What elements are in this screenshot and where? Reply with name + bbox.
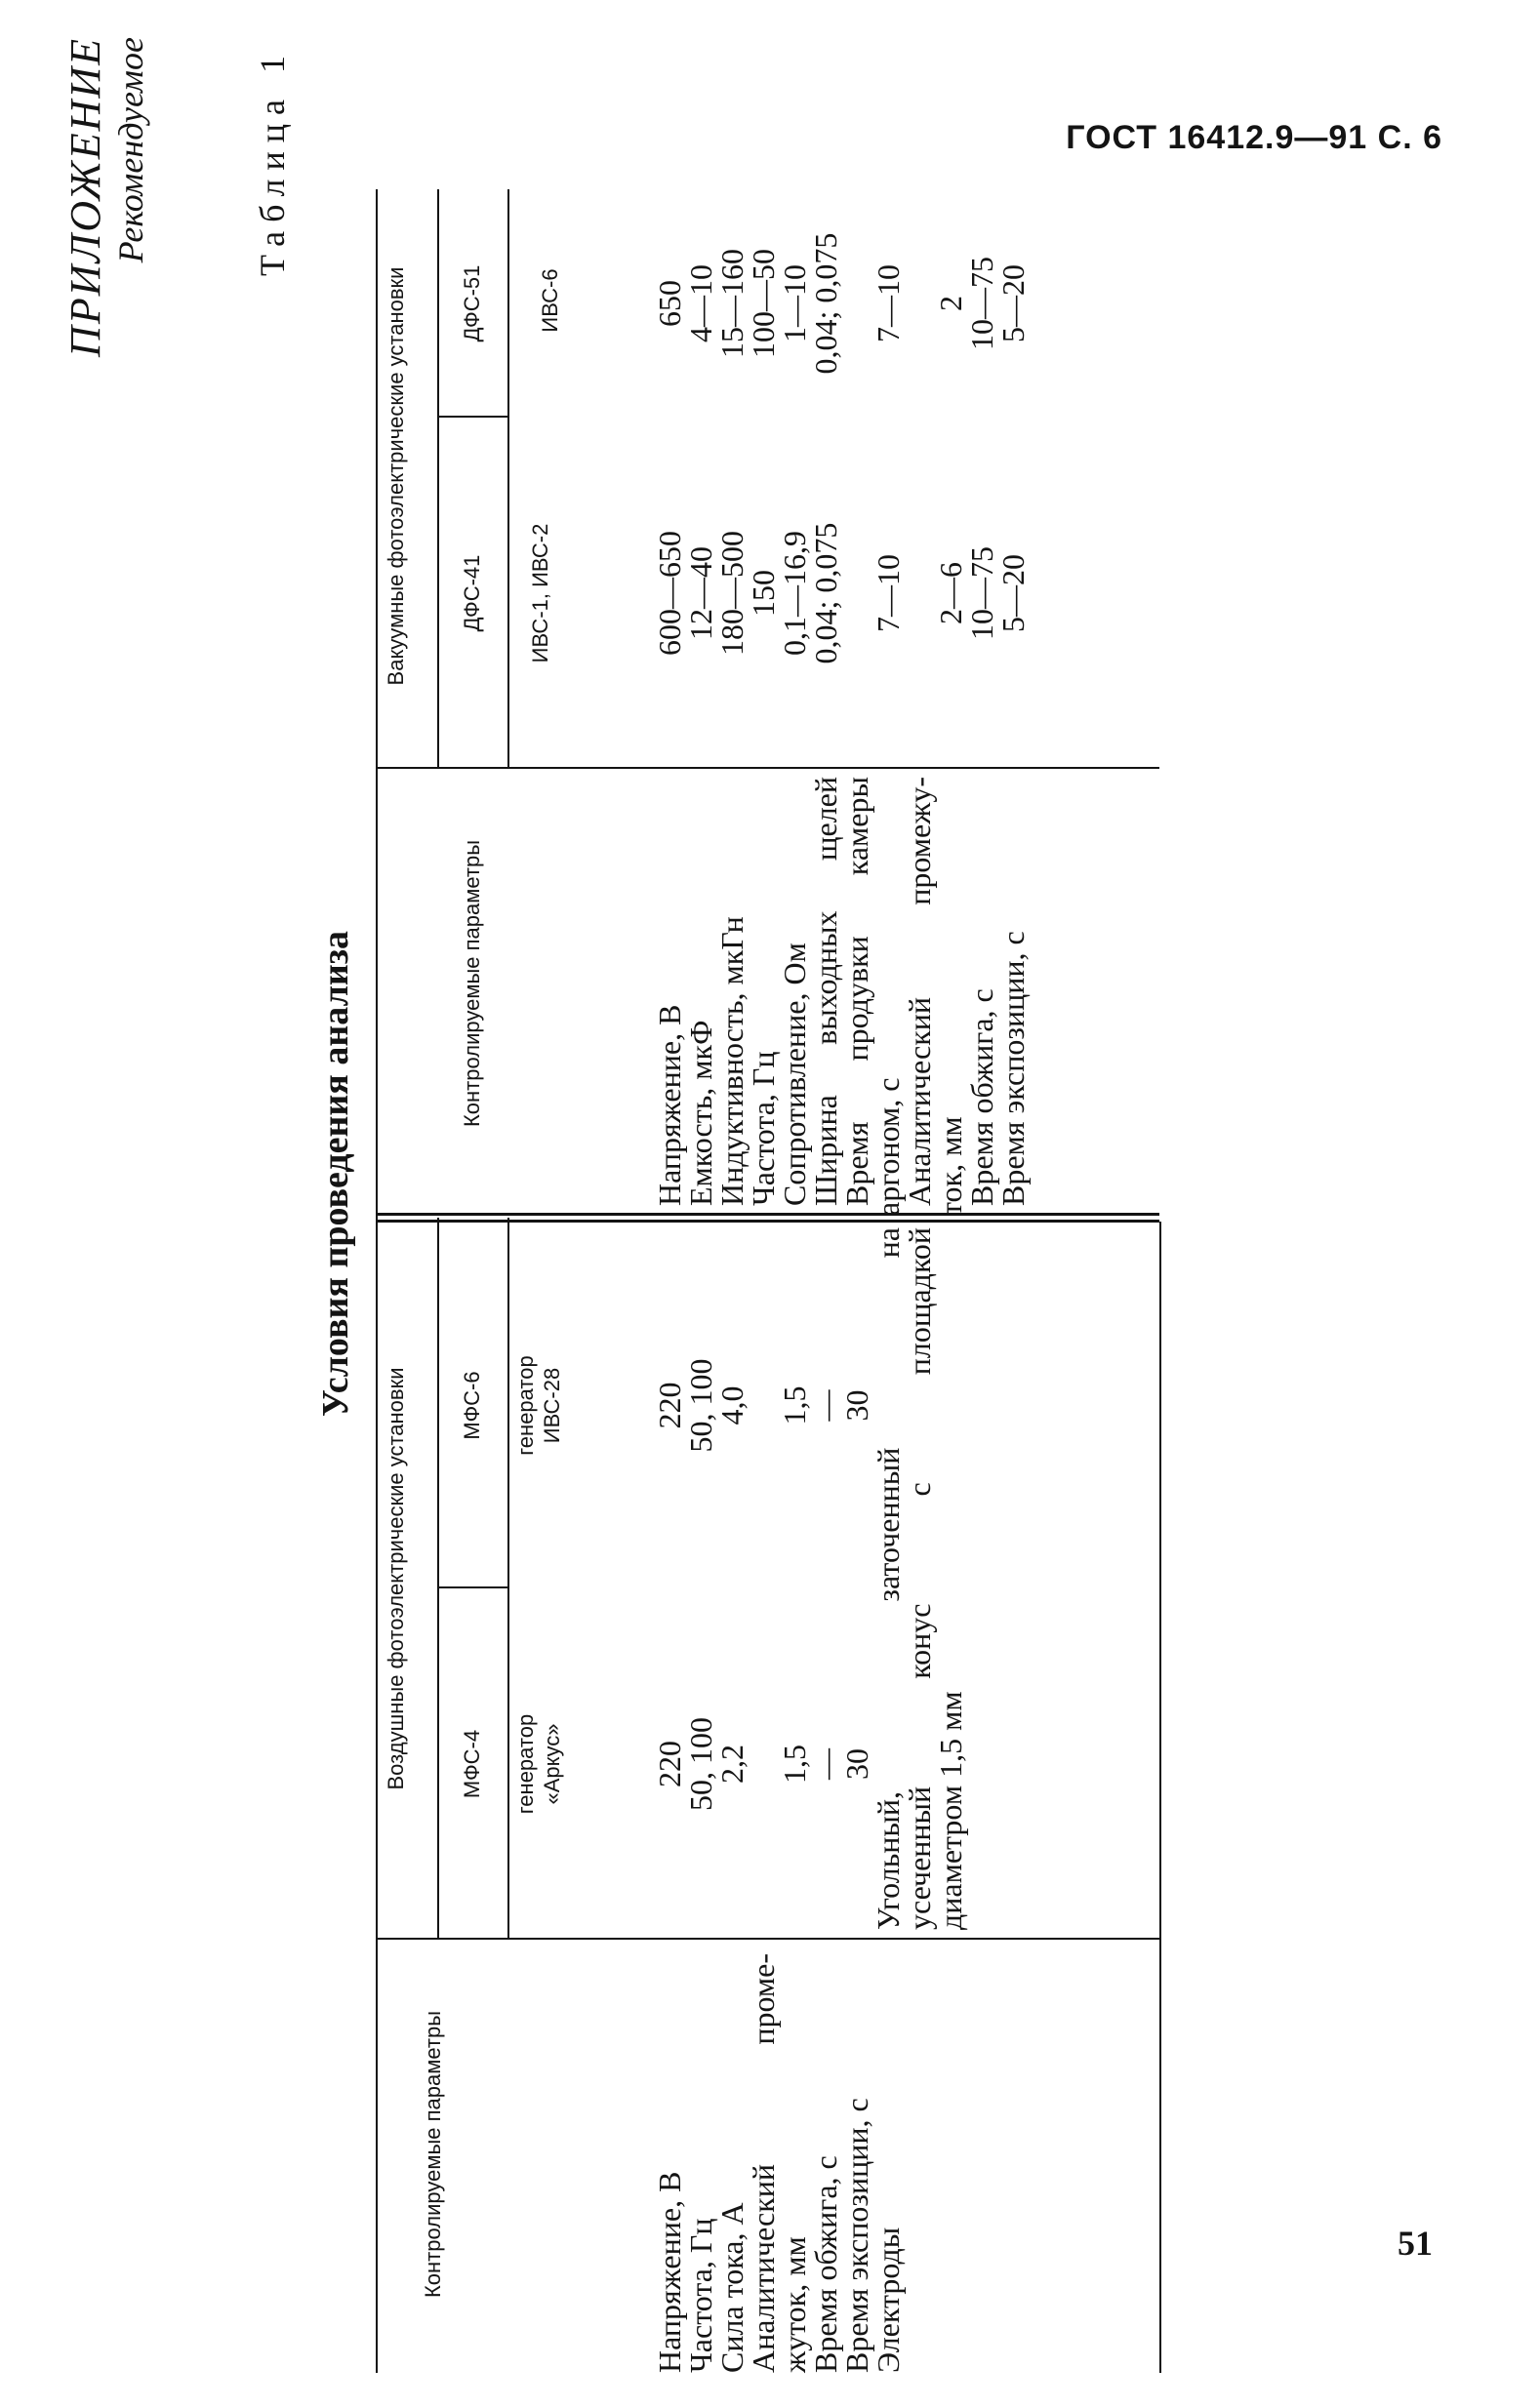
air-col1-exposure: 30 xyxy=(839,1748,874,1780)
electrodes-note-line3: диаметром 1,5 мм xyxy=(933,1691,968,1930)
air-col1-burn: — xyxy=(808,1748,843,1780)
vac-col1-frequency: 150 xyxy=(746,570,781,617)
appendix-block xyxy=(61,37,151,583)
air-column-header-rule xyxy=(507,1218,509,1940)
appendix-title: ПРИЛОЖЕНИЕ xyxy=(61,37,109,357)
vacuum-col1-generator: ИВС-1, ИВС-2 xyxy=(528,523,552,663)
table-title: Условия проведения анализа xyxy=(315,930,356,1418)
vacuum-col2-generator: ИВС-6 xyxy=(538,268,562,333)
vac-col1-purge: 7—10 xyxy=(871,554,906,632)
table-label: Таблица 1 xyxy=(253,47,292,276)
vac-col2-inductance: 15—160 xyxy=(714,249,750,358)
table-divider-rule xyxy=(376,1220,1159,1223)
vac-col2-resistance: 1—10 xyxy=(777,264,812,342)
air-col2-voltage: 220 xyxy=(652,1382,687,1429)
vac-param-inductance: Индуктивность, мкГн xyxy=(714,916,750,1206)
air-col1-generator: генератор «Аркус» xyxy=(513,1713,564,1815)
vac-param-purge-line1: Время продувки камеры xyxy=(839,777,874,1206)
appendix-subtitle: Рекомендуемое xyxy=(111,37,150,263)
air-left-rule xyxy=(376,1938,1159,1940)
electrodes-note-line2: усеченный конус с площадкой xyxy=(902,1227,937,1930)
air-col1-current: 2,2 xyxy=(714,1745,750,1784)
air-col2-generator: генератор ИВС-28 xyxy=(513,1355,564,1456)
vac-col2-exposure: 5—20 xyxy=(995,264,1031,342)
table-top-rule xyxy=(376,189,378,2373)
air-col2-burn: — xyxy=(808,1389,843,1422)
air-param-gap-line1: Аналитический проме- xyxy=(746,1953,781,2373)
page-number: 51 xyxy=(1398,2224,1433,2263)
air-col1-voltage: 220 xyxy=(652,1741,687,1787)
air-param-electrodes: Электроды xyxy=(871,2227,906,2373)
air-param-exposure: Время экспозиции, с xyxy=(839,2098,874,2373)
air-col2-frequency: 50, 100 xyxy=(683,1358,718,1453)
vac-col2-slit-width: 0,04; 0,075 xyxy=(808,232,843,375)
vac-param-slit-width: Ширина выходных щелей xyxy=(808,777,843,1206)
vac-param-voltage: Напряжение, В xyxy=(652,1004,687,1206)
vac-param-gap-line1: Аналитический промежу- xyxy=(902,777,937,1206)
vac-col2-voltage: 650 xyxy=(652,280,687,327)
vac-param-resistance: Сопротивление, Ом xyxy=(777,943,812,1206)
vac-col2-gap: 2 xyxy=(933,296,968,311)
table-bottom-rule xyxy=(1159,1222,1161,2373)
vac-param-frequency: Частота, Гц xyxy=(746,1051,781,1206)
vac-col2-burn: 10—75 xyxy=(964,257,999,350)
vac-param-purge-line2: аргоном, с xyxy=(871,1077,906,1216)
vac-col1-resistance: 0,1—16,9 xyxy=(777,531,812,656)
air-col1-gap: 1,5 xyxy=(777,1745,812,1784)
vacuum-group-rule xyxy=(437,189,439,769)
air-param-burn: Время обжига, с xyxy=(808,2155,843,2373)
air-col2-current: 4,0 xyxy=(714,1385,750,1425)
vacuum-group-header: Вакуумные фотоэлектрические установки xyxy=(384,266,408,686)
vacuum-col1-name: ДФС-41 xyxy=(460,554,484,632)
vac-col1-gap: 2—6 xyxy=(933,562,968,624)
vac-param-burn: Время обжига, с xyxy=(964,988,999,1206)
vacuum-param-header: Контролируемые параметры xyxy=(460,839,484,1128)
vac-col1-exposure: 5—20 xyxy=(995,554,1031,632)
air-col2-exposure: 30 xyxy=(839,1389,874,1422)
page-header: ГОСТ 16412.9—91 С. 6 xyxy=(1066,119,1442,156)
electrodes-note-line1: Угольный, заточенный на xyxy=(871,1227,906,1930)
air-col2-name: МФС-6 xyxy=(460,1371,484,1440)
vac-col1-capacitance: 12—40 xyxy=(683,546,718,640)
vac-col2-capacitance: 4—10 xyxy=(683,264,718,342)
air-group-rule xyxy=(437,1218,439,1940)
vacuum-column-header-rule xyxy=(507,189,509,769)
vac-param-gap-line2: ток, мм xyxy=(933,1116,968,1216)
vac-param-exposure: Время экспозиции, с xyxy=(995,931,1031,1206)
air-param-gap-line2: жуток, мм xyxy=(777,2236,812,2373)
air-param-frequency: Частота, Гц xyxy=(683,2218,718,2373)
vac-col1-burn: 10—75 xyxy=(964,546,999,640)
air-col2-gap: 1,5 xyxy=(777,1385,812,1425)
vac-col2-frequency: 100—50 xyxy=(746,249,781,358)
air-col1-name: МФС-4 xyxy=(460,1729,484,1799)
air-param-voltage: Напряжение, В xyxy=(652,2171,687,2373)
vac-col1-inductance: 180—500 xyxy=(714,531,750,656)
air-group-header: Воздушные фотоэлектрические установки xyxy=(384,1367,408,1790)
vac-param-capacitance: Емкость, мкФ xyxy=(683,1020,718,1206)
vac-col1-voltage: 600—650 xyxy=(652,531,687,656)
vac-col1-slit-width: 0,04; 0,075 xyxy=(808,522,843,664)
vacuum-col2-name: ДФС-51 xyxy=(460,264,484,342)
air-col1-frequency: 50, 100 xyxy=(683,1717,718,1811)
air-param-current: Сила тока, А xyxy=(714,2202,750,2373)
vac-col2-purge: 7—10 xyxy=(871,264,906,342)
air-param-header: Контролируемые параметры xyxy=(421,2010,445,2299)
table-divider-rule-2 xyxy=(376,1213,1159,1216)
